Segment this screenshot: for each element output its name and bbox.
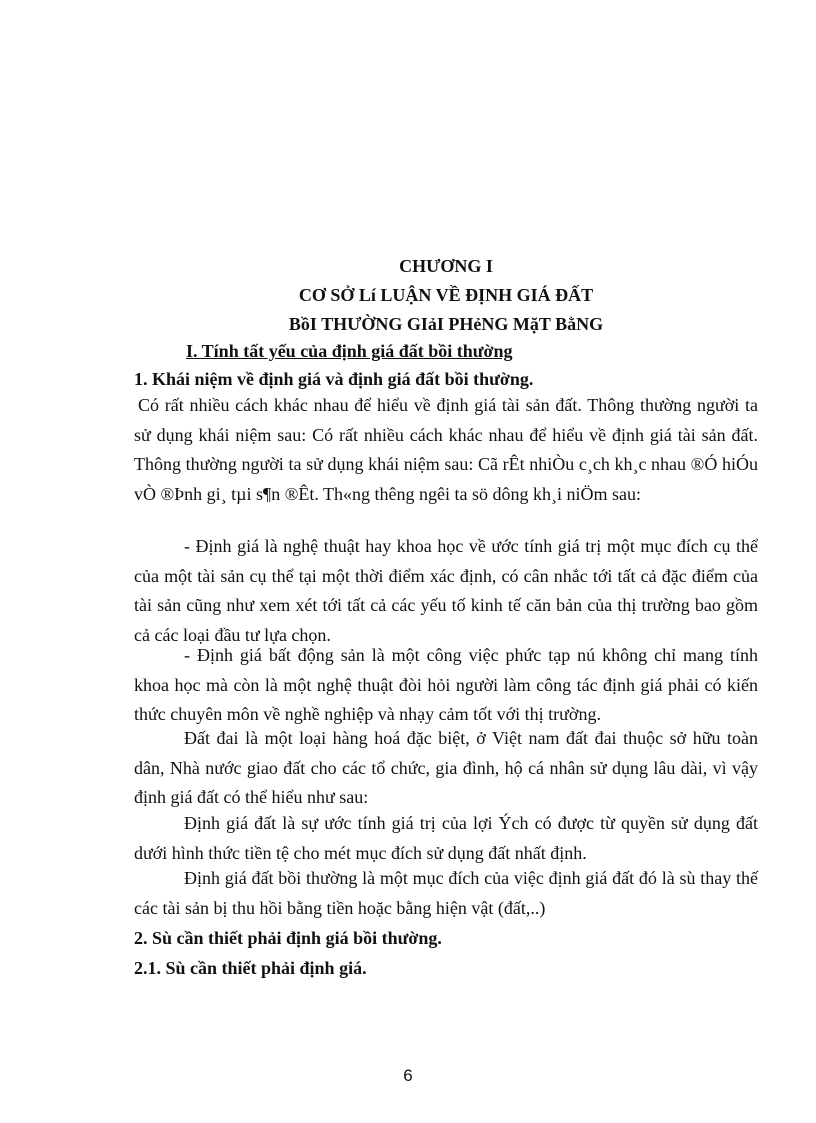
chapter-number: CHƯƠNG I (399, 256, 493, 276)
paragraph-2: - Định giá là nghệ thuật hay khoa học về ước tính giá trị một mục đích cụ thể của một tài sản cụ thể tại một thời điểm xác định, có cân nhắc tới tất cả đặc điểm của tài sản cũng như xem xét tới tất cả các yếu tố kinh tế căn bản của thị trường bao gồm cả các loại đầu tư lựa chọn. (134, 536, 758, 645)
chapter-title-line2: BồI THƯỜNG GIảI PHẻNG MặT BằNG (288, 314, 604, 334)
paragraph-5: Định giá đất là sự ước tính giá trị của lợi Ých có được từ quyền sử dụng đất dưới hình thức tiền tệ cho mét mục đích sử dụng đất nhất định. (134, 813, 758, 863)
page-number: 6 (403, 1066, 413, 1085)
section-2-heading: 2. Sù cần thiết phải định giá bồi thường. (134, 928, 442, 948)
paragraph-6: Định giá đất bồi thường là một mục đích của việc định giá đất đó là sù thay thế các tài sản bị thu hồi bằng tiền hoặc bằng hiện vật (đất,..) (134, 868, 758, 918)
section-2-1-heading: 2.1. Sù cần thiết phải định giá. (134, 958, 367, 978)
paragraph-3: - Định giá bất động sản là một công việc phức tạp nú không chỉ mang tính khoa học mà còn là một nghệ thuật đòi hỏi người làm công tác định giá phải có kiến thức chuyên môn về nghề nghiệp và nhạy cảm tốt với thị trường. (134, 645, 758, 724)
chapter-title-line1: CƠ SỞ Lí LUẬN VỀ ĐỊNH GIÁ ĐẤT (298, 285, 594, 305)
section-1-heading: 1. Khái niệm về định giá và định giá đất bồi thường. (134, 369, 534, 389)
paragraph-1: Có rất nhiều cách khác nhau để hiểu về định giá tài sản đất. Thông thường người ta sử dụng khái niệm sau: Có rất nhiều cách khác nhau để hiểu về định giá tài sản đất. Thông thường người ta sử dụng khái niệm sau: Cã rÊt nhiÒu c¸ch kh¸c nhau ®Ó hiÓu vÒ ®Þnh gi¸ tµi s¶n ®Êt. Th«ng thêng ngêi ta sö dông kh¸i niÖm sau: (134, 395, 758, 504)
paragraph-4: Đất đai là một loại hàng hoá đặc biệt, ở Việt nam đất đai thuộc sở hữu toàn dân, Nhà nước giao đất cho các tổ chức, gia đình, hộ cá nhân sử dụng lâu dài, vì vậy định giá đất có thể hiểu như sau: (134, 728, 758, 807)
section-i-heading: I. Tính tất yếu của định giá đất bồi thường (186, 341, 513, 361)
